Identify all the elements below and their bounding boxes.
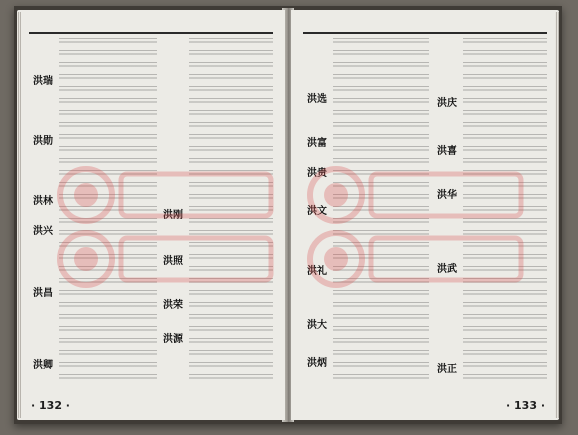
name-label: 洪正 [437,364,457,375]
name-label: 洪贵 [307,168,327,179]
header-rule [303,32,547,34]
right-page [291,10,559,420]
text-column [189,38,273,383]
name-label: 洪林 [33,196,53,207]
header-rule [29,32,273,34]
left-page [17,10,285,420]
name-label: 洪兴 [33,226,53,237]
page-number: · 132 · [31,399,70,412]
left-name-column-2 [159,38,187,392]
name-label: 洪卿 [33,360,53,371]
name-label: 洪源 [163,334,183,345]
open-book [14,6,562,424]
name-label: 洪大 [307,320,327,331]
right-name-column-2 [433,38,461,392]
text-column [59,38,157,383]
left-body [29,38,273,392]
name-label: 洪瑞 [33,76,53,87]
page-edge [555,12,559,418]
text-column [333,38,429,383]
left-name-column-1 [29,38,57,392]
page-edge [17,12,21,418]
name-label: 洪庆 [437,98,457,109]
right-name-column-1 [303,38,331,392]
name-label: 洪武 [437,264,457,275]
name-label: 洪喜 [437,146,457,157]
name-label: 洪勋 [33,136,53,147]
name-label: 洪荣 [163,300,183,311]
name-label: 洪选 [307,94,327,105]
name-label: 洪刚 [163,210,183,221]
page-number: · 133 · [506,399,545,412]
name-label: 洪华 [437,190,457,201]
text-column [463,38,547,383]
name-label: 洪炳 [307,358,327,369]
name-label: 洪昌 [33,288,53,299]
name-label: 洪富 [307,138,327,149]
right-body [303,38,547,392]
name-label: 洪礼 [307,266,327,277]
name-label: 洪文 [307,206,327,217]
name-label: 洪照 [163,256,183,267]
